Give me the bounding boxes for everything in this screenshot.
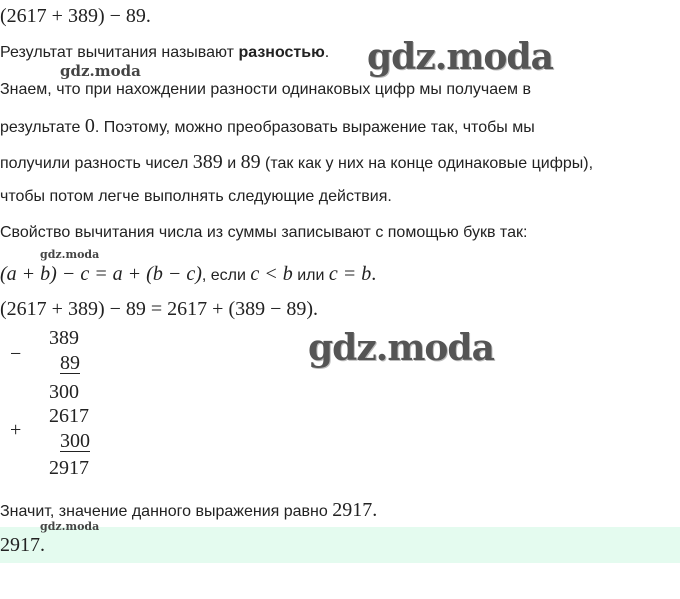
cond2-pre: или: [292, 267, 329, 284]
p4-pre: получили разность чисел: [0, 155, 193, 172]
add-result: 2917: [49, 457, 89, 479]
conclusion-value: 2917: [332, 499, 373, 521]
expression-initial: (2617 + 389) − 89.: [0, 5, 151, 27]
paragraph-line-4: [0, 152, 593, 174]
sub-result: 300: [49, 381, 79, 403]
conclusion: [0, 500, 377, 522]
add-term2: 300: [60, 430, 90, 452]
paragraph-line-2: Знаем, что при нахождении разности одинаковых цифр мы получаем в: [0, 81, 531, 98]
p4-post: (так как у них на конце одинаковые цифры),: [260, 155, 594, 172]
p3-pre: результате: [0, 119, 85, 136]
cond1-pre: , если: [201, 267, 251, 284]
answer-value: 2917.: [0, 534, 45, 556]
paragraph-property: Свойство вычитания числа из суммы записывают с помощью букв так:: [0, 224, 528, 241]
number-89: 89: [240, 151, 261, 173]
watermark-logo: gdz.moda: [367, 36, 553, 78]
condition-c-less-b: c < b: [250, 263, 293, 285]
paragraph-difference-def: [0, 43, 329, 63]
condition-c-equals-b: c = b: [328, 263, 372, 285]
p4-mid: и: [222, 155, 241, 172]
number-389: 389: [192, 151, 223, 173]
add-sign: +: [10, 419, 22, 441]
paragraph-line-3: [0, 116, 535, 138]
sub-subtrahend: 89: [60, 352, 80, 374]
expression-transformed: (2617 + 389) − 89 = 2617 + (389 − 89).: [0, 298, 319, 320]
conclusion-end: .: [372, 499, 378, 521]
watermark-logo: gdz.moda: [308, 327, 494, 369]
answer-box: [0, 527, 680, 563]
watermark-small: gdz.moda: [40, 520, 100, 533]
paragraph-line-5: чтобы потом легче выполнять следующие действия.: [0, 188, 392, 205]
sub-sign: −: [10, 343, 22, 365]
formula: (a + b) − c = a + (b − c): [0, 263, 202, 285]
watermark-small: gdz.moda: [40, 248, 100, 261]
watermark-small: gdz.moda: [60, 62, 141, 80]
zero-value: 0: [84, 115, 95, 137]
term-difference: разностью: [238, 44, 325, 61]
p1-end: .: [324, 44, 330, 61]
add-term1: 2617: [49, 405, 89, 427]
conclusion-text: Значит, значение данного выражения равно: [0, 503, 333, 520]
p1-text: Результат вычитания называют: [0, 44, 239, 61]
sub-minuend: 389: [49, 327, 79, 349]
p3-post: . Поэтому, можно преобразовать выражение так, чтобы мы: [94, 119, 535, 136]
rule-formula: [0, 264, 376, 286]
rule-end: .: [371, 263, 377, 285]
